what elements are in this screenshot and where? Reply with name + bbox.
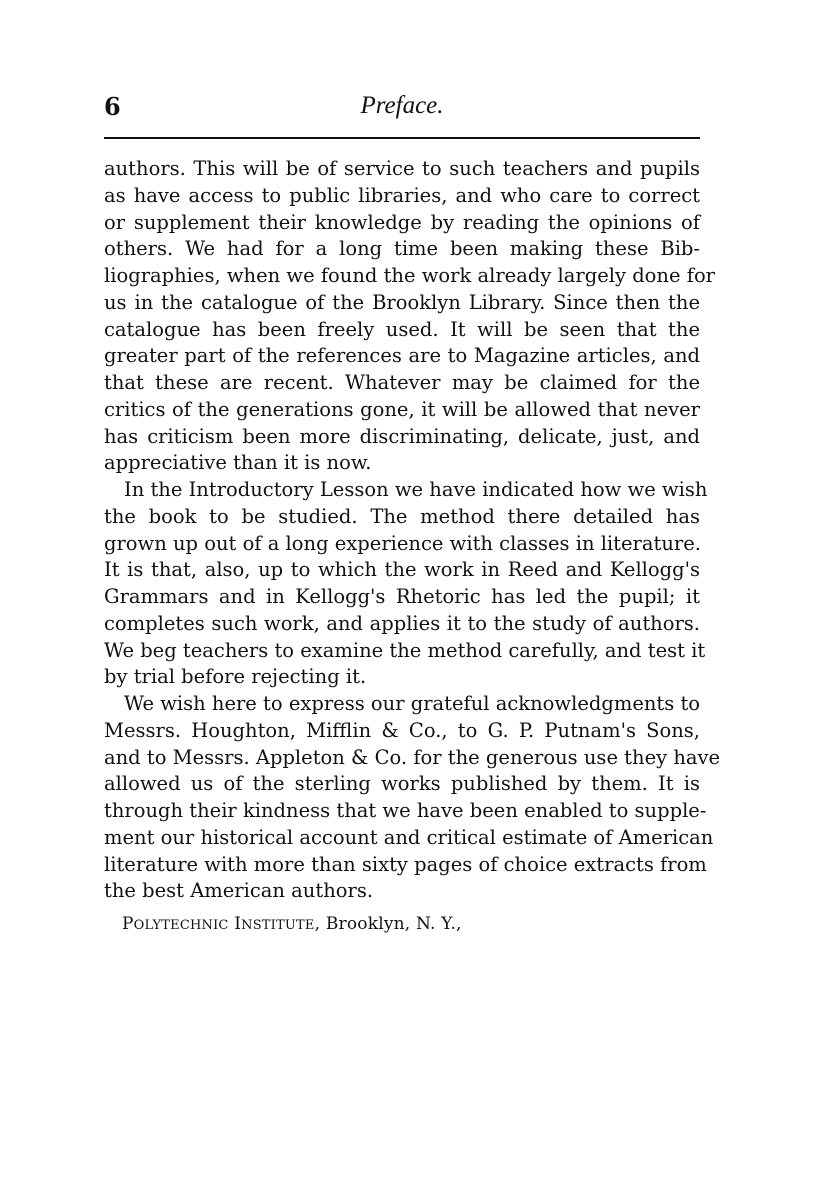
paragraph-2-line: Grammars and in Kellogg's Rhetoric has led the pupil; it [104, 585, 700, 608]
paragraph-1-line: critics of the generations gone, it will be allowed that never [104, 397, 700, 421]
paragraph-1-line: authors. This will be of service to such teachers and pupils [104, 157, 700, 180]
paragraph-1-line: appreciative than it is now. [104, 451, 372, 475]
paragraph-3-line: Messrs. Houghton, Mifflin & Co., to G. P. Putnam's Sons, [104, 718, 700, 742]
signature-line [122, 914, 462, 934]
paragraph-1-line: greater part of the references are to Magazine articles, and [104, 344, 700, 368]
paragraph-1-line: liographies, when we found the work already largely done for [104, 264, 716, 287]
paragraph-3-line: the best American authors. [104, 879, 374, 903]
header-rule [104, 137, 700, 139]
paragraph-2-line: We beg teachers to examine the method carefully, and test it [104, 638, 706, 662]
paragraph-3-line: literature with more than sixty pages of choice extracts from [104, 852, 707, 876]
page-number: 6 [104, 92, 121, 121]
paragraph-1-line: has criticism been more discriminating, delicate, just, and [104, 424, 700, 448]
paragraph-3-line: allowed us of the sterling works published by them. It is [104, 772, 700, 796]
paragraph-2-line: grown up out of a long experience with classes in literature. [104, 531, 701, 555]
page-header [104, 92, 700, 132]
paragraph-3-line: through their kindness that we have been enabled to supple- [104, 799, 707, 822]
signature-initial: I [234, 914, 242, 934]
paragraph-1-line: as have access to public libraries, and who care to correct [104, 183, 700, 207]
paragraph-2-line: In the Introductory Lesson we have indicated how we wish [124, 478, 708, 501]
paragraph-3-line: ment our historical account and critical estimate of American [104, 825, 714, 849]
paragraph-1-line: that these are recent. Whatever may be claimed for the [104, 371, 700, 394]
paragraph-2-line: by trial before rejecting it. [104, 665, 367, 689]
signature-smallcaps: OLYTECHNIC [133, 918, 229, 933]
paragraph-3-line: and to Messrs. Appleton & Co. for the generous use they have [104, 745, 721, 769]
signature-initial: P [122, 914, 134, 934]
paragraph-3-line: We wish here to express our grateful acknowledgments to [124, 692, 701, 715]
paragraph-2-line: completes such work, and applies it to the study of authors. [104, 611, 700, 635]
paragraph-1-line: others. We had for a long time been making these Bib- [104, 237, 700, 261]
running-head: Preface. [360, 92, 444, 119]
paragraph-2-line: It is that, also, up to which the work in Reed and Kellogg's [104, 558, 700, 582]
paragraph-1-line: us in the catalogue of the Brooklyn Library. Since then the [104, 290, 700, 314]
paragraph-2-line: the book to be studied. The method there detailed has [104, 504, 700, 528]
paragraph-1-line: or supplement their knowledge by reading the opinions of [104, 210, 700, 234]
body-text [104, 156, 721, 905]
signature-location: , Brooklyn, N. Y., [314, 914, 462, 934]
paragraph-1-line: catalogue has been freely used. It will be seen that the [104, 317, 700, 341]
signature-smallcaps: NSTITUTE [241, 918, 315, 933]
